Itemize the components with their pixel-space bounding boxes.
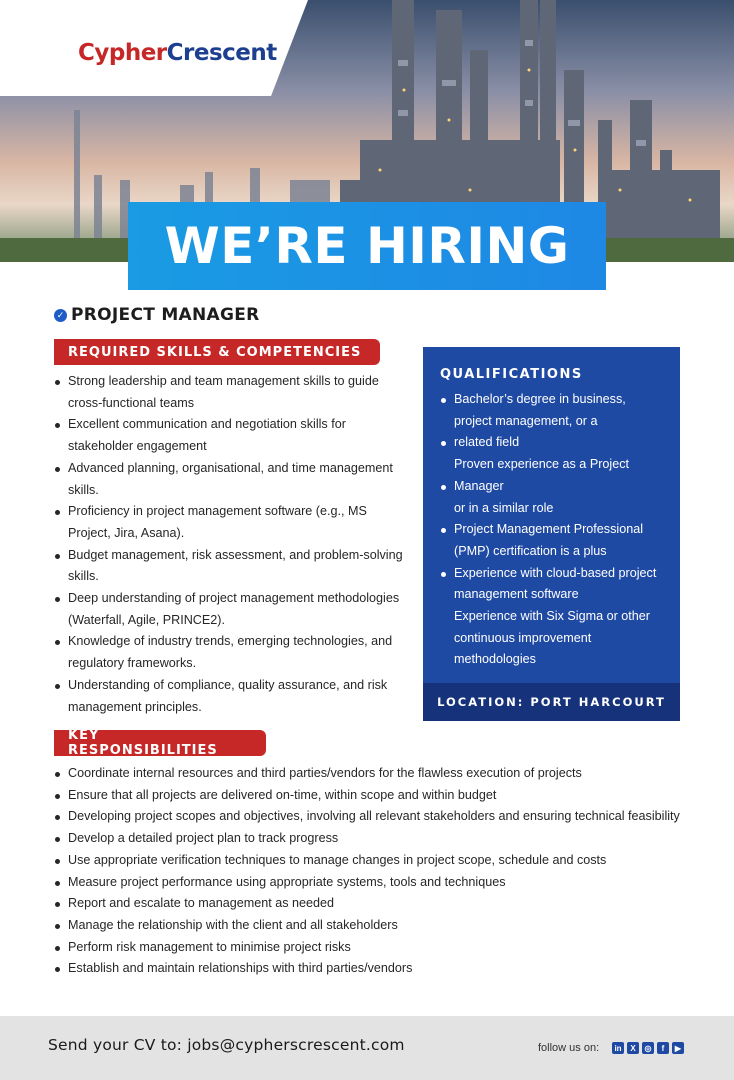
facebook-icon[interactable]: f (657, 1042, 669, 1054)
list-item: Coordinate internal resources and third parties/vendors for the flawless execution of projects (54, 763, 694, 785)
list-item: Bachelor’s degree in business, (440, 389, 676, 411)
list-item: Manager (440, 476, 676, 498)
list-item: Deep understanding of project management methodologies (Waterfall, Agile, PRINCE2). (54, 588, 404, 631)
list-item: Excellent communication and negotiation skills for stakeholder engagement (54, 414, 404, 457)
list-item: Ensure that all projects are delivered on-time, within scope and within budget (54, 785, 694, 807)
company-logo (78, 40, 277, 66)
list-item: Understanding of compliance, quality assurance, and risk management principles. (54, 675, 404, 718)
list-item: management software (454, 587, 579, 602)
list-item: Perform risk management to minimise project risks (54, 937, 694, 959)
list-item: Measure project performance using appropriate systems, tools and techniques (54, 872, 694, 894)
list-item: continuous improvement (454, 630, 592, 645)
logo-word-1: Cypher (78, 40, 167, 66)
list-item: (PMP) certification is a plus (454, 543, 607, 558)
list-item: Develop a detailed project plan to track progress (54, 828, 694, 850)
list-item: Proficiency in project management software (e.g., MS Project, Jira, Asana). (54, 501, 404, 544)
list-item: Use appropriate verification techniques to manage changes in project scope, schedule and costs (54, 850, 694, 872)
list-item: Proven experience as a Project (454, 457, 630, 472)
list-item: Experience with cloud-based project (440, 563, 676, 585)
location-label: LOCATION: PORT HARCOURT (423, 683, 680, 721)
hiring-headline: WE’RE HIRING (164, 217, 570, 275)
qualifications-heading: QUALIFICATIONS (440, 367, 583, 382)
linkedin-icon[interactable]: in (612, 1042, 624, 1054)
hiring-banner (128, 202, 606, 290)
list-item: Advanced planning, organisational, and time management skills. (54, 458, 404, 501)
list-item: Experience with Six Sigma or other (454, 609, 650, 624)
check-badge-icon: ✓ (54, 309, 67, 322)
list-item: related field (440, 432, 676, 454)
list-item: Project Management Professional (440, 519, 676, 541)
job-title (54, 305, 260, 325)
cv-email-text[interactable]: Send your CV to: jobs@cypherscrescent.com (48, 1036, 405, 1054)
footer (0, 1016, 734, 1080)
list-item: Budget management, risk assessment, and problem-solving skills. (54, 545, 404, 588)
skills-list (54, 371, 404, 718)
list-item: Manage the relationship with the client and all stakeholders (54, 915, 694, 937)
skills-heading: REQUIRED SKILLS & COMPETENCIES (54, 339, 380, 365)
responsibilities-heading: KEY RESPONSIBILITIES (54, 730, 266, 756)
list-item: Developing project scopes and objectives, involving all relevant stakeholders and ensuring technical feasibility (54, 806, 694, 828)
job-title-text: PROJECT MANAGER (71, 305, 260, 325)
instagram-icon[interactable]: ◎ (642, 1042, 654, 1054)
list-item: project management, or a (454, 413, 598, 428)
follow-label: follow us on: (538, 1042, 600, 1054)
list-item: Report and escalate to management as needed (54, 893, 694, 915)
qualifications-box (423, 347, 680, 721)
qualifications-list (440, 389, 676, 671)
youtube-icon[interactable]: ▶ (672, 1042, 684, 1054)
list-item: Strong leadership and team management skills to guide cross-functional teams (54, 371, 404, 414)
list-item: Establish and maintain relationships with third parties/vendors (54, 958, 694, 980)
social-icons (612, 1042, 684, 1054)
x-icon[interactable]: X (627, 1042, 639, 1054)
logo-word-2: Crescent (166, 40, 277, 66)
list-item: methodologies (454, 652, 536, 667)
list-item: or in a similar role (454, 500, 554, 515)
list-item: Knowledge of industry trends, emerging technologies, and regulatory frameworks. (54, 631, 404, 674)
responsibilities-list (54, 763, 694, 980)
